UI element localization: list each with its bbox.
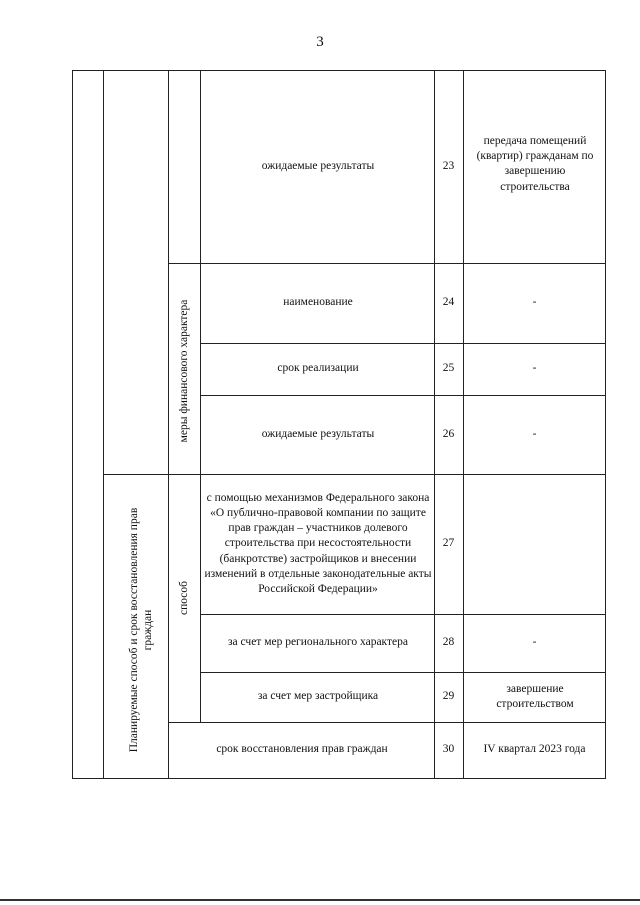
planned-method-label-line2: граждан bbox=[142, 609, 154, 651]
row-28-value: - bbox=[532, 636, 537, 649]
column-divider bbox=[200, 70, 201, 723]
row-24-value: - bbox=[532, 296, 537, 309]
column-divider bbox=[103, 70, 104, 779]
row-29-value: завершение строительством bbox=[496, 682, 574, 710]
row-30-value: IV квартал 2023 года bbox=[483, 743, 586, 756]
row-23-number: 23 bbox=[442, 159, 455, 172]
method-label: способ bbox=[177, 581, 190, 616]
row-27-value bbox=[464, 474, 605, 614]
row-26-number: 26 bbox=[442, 427, 455, 440]
row-30-number: 30 bbox=[442, 743, 455, 756]
page-number: 3 bbox=[316, 34, 324, 50]
row-24-label: наименование bbox=[283, 296, 353, 309]
row-25-number: 25 bbox=[442, 362, 455, 375]
row-29-label: за счет мер застройщика bbox=[257, 690, 379, 703]
table-border-bottom bbox=[72, 778, 606, 779]
row-24-number: 24 bbox=[442, 296, 455, 309]
row-28-number: 28 bbox=[442, 636, 455, 649]
row-26-label: ожидаемые результаты bbox=[261, 427, 375, 440]
row-23-label: ожидаемые результаты bbox=[261, 159, 375, 172]
bottom-scan-edge bbox=[0, 899, 640, 901]
row-27-label: с помощью механизмов Федерального закона «О публично-правовой компании по защите прав граждан – участников долевого строительства при несостоятельности (банкротстве) застройщиков и внесении изменений в отдельные законодательные акты Российской Федерации» bbox=[204, 491, 432, 595]
row-23-value: передача помещений (квартир) гражданам по завершению строительства bbox=[476, 135, 594, 193]
row-25-label: срок реализации bbox=[277, 362, 359, 375]
row-27-number: 27 bbox=[442, 537, 455, 550]
row-26-value: - bbox=[532, 427, 537, 440]
table-border-right bbox=[605, 70, 606, 779]
financial-measures-label: меры финансового характера bbox=[177, 299, 190, 443]
row-28-label: за счет мер регионального характера bbox=[228, 636, 408, 649]
planned-method-label-line1: Планируемые способ и срок восстановления прав bbox=[127, 507, 140, 753]
row-29-number: 29 bbox=[442, 690, 455, 703]
table-border-left bbox=[72, 70, 73, 779]
row-25-value: - bbox=[532, 362, 537, 375]
row-30-label: срок восстановления прав граждан bbox=[216, 743, 388, 756]
planned-method-label bbox=[121, 485, 161, 775]
